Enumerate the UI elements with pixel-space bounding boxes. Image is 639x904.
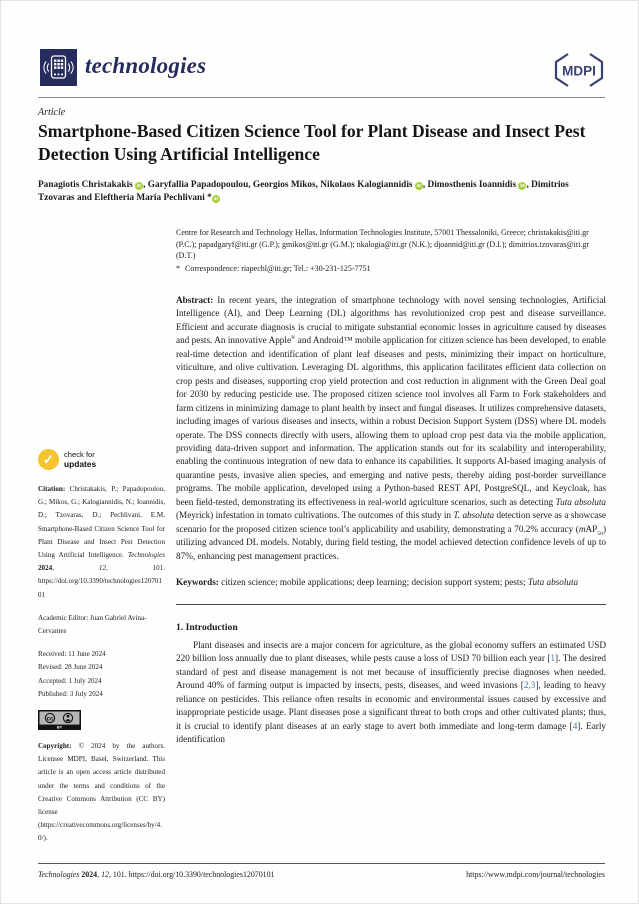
- text-segment: ™: [343, 335, 353, 346]
- date-published: Published: 3 July 2024: [38, 689, 103, 698]
- page-title: Smartphone-Based Citizen Science Tool for Plant Disease and Insect Pest Detection Using Artificial Intelligence: [38, 121, 586, 164]
- text-segment: citizen science; mobile applications; deep learning; decision support system; pests;: [221, 577, 528, 588]
- text-segment: Keywords:: [176, 577, 222, 588]
- footer-citation: [38, 870, 275, 879]
- abstract-paragraph: [176, 294, 606, 563]
- section-divider: [176, 604, 606, 605]
- reference-link[interactable]: 2,3: [523, 680, 536, 691]
- text-segment: , 101. https://doi.org/10.3390/technologies12070101: [38, 564, 165, 599]
- cc-letters: cc: [46, 716, 54, 723]
- text-segment: ®: [291, 335, 296, 342]
- correspondence-asterisk: *: [176, 263, 180, 273]
- text-segment: mobile application for citizen science has been developed, to enable real-time detection and identification of plant leaf diseases and pests, minimizing their impact on horticulture, viticulture, and olive cultivation. Leveraging DL algorithms, this application facilitates efficient data collection on crop pests and diseases, supporting crop yield protection and cost reduction in alignment with the Green Deal goal for 2030 by reducing pesticide use. The proposed citizen science tool involves all Farm to Fork stakeholders and farm citizens in minimizing damage to plant health by insect and fungal diseases. It utilizes comprehensive datasets, including images of various diseases and insects, within a robust Decision Support System (DSS) where DL models operate. The DSS connects directly with users, allowing them to upload crop pest data via the mobile application, providing data-driven support and information. The application stands out for its scalability and interoperability, enabling the continuous integration of new data to enhance its capabilities. It supports AI-based imaging analysis of quarantine pests, invasive alien species, and emerging and native pests, thereby aiding post-border surveillance programs. The mobile application, developed using a Python-based REST API, PostgreSQL, and Keycloak, has been field-tested, demonstrating its effectiveness in real-world agriculture scenarios, such as detecting: [176, 335, 606, 507]
- orcid-icon[interactable]: iD: [416, 183, 422, 188]
- text-segment: In recent years, the integration of smartphone technology with novel sensing technologies, Artificial Intelligence (AI), and Deep Learning (DL) algorithms has revolutionized crop pest and disease surveillance. Efficient and accurate diagnosis is crucial to mitigate substantial economic losses in agriculture caused by diseases and pests. An innovative Apple: [176, 295, 606, 346]
- text-segment: ,: [52, 564, 99, 573]
- introduction-paragraph: [176, 639, 606, 747]
- text-segment: AP: [585, 523, 598, 534]
- correspondence-text: Correspondence: riapechl@iti.gr; Tel.: +30-231-125-7751: [185, 263, 371, 273]
- affiliation-block: [176, 227, 606, 274]
- orcid-icon[interactable]: iD: [213, 196, 219, 201]
- date-accepted: Accepted: 1 July 2024: [38, 676, 102, 685]
- text-segment: Plant diseases and insects are a major concern for agriculture, as the global economy suffers an estimated USD 220 billion loss annually due to plant diseases, while pests cause a loss of USD 70 billion each year [: [176, 639, 606, 664]
- text-segment: 50: [597, 530, 603, 537]
- main-column: [176, 294, 606, 747]
- text-segment: , Dimosthenis Ioannidis: [422, 180, 519, 190]
- reference-link[interactable]: 1: [550, 653, 556, 664]
- text-segment: Tuta absoluta: [527, 577, 579, 588]
- text-segment: 12: [101, 870, 109, 879]
- journal-name: technologies: [85, 53, 207, 78]
- text-segment: m: [578, 523, 586, 534]
- text-segment: Panagiotis Christakakis: [38, 180, 136, 190]
- reference-link[interactable]: 4: [572, 720, 578, 731]
- correspondence-line: [176, 263, 606, 275]
- text-segment: Christakakis, P.; Papadopoulou, G.; Mikos, G.; Kalogiannidis, N.; Ioannidis, D.; Tzovaras, D.; Pechlivani, E.M. Smartphone-Based Citizen Science Tool for Plant Disease and Insect Pest Detection Using Artificial Intelligence.: [38, 485, 165, 560]
- text-segment: , Garyfallia Papadopoulou, Georgios Mikos, Nikolaos Kalogiannidis: [143, 180, 415, 190]
- text-segment: detection serve as a showcase scenario for the proposed citizen science tool’s applicability and usability, demonstrating a 70.2% accuracy (: [176, 510, 607, 534]
- academic-editor: Academic Editor: Juan Gabriel Avina-Cervantes: [38, 613, 147, 636]
- citation-text: [38, 483, 165, 602]
- text-segment: © 2024 by the authors. Licensee MDPI, Basel, Switzerland. This article is an open access article distributed under the terms and conditions of the Creative Commons Attribution (CC BY) license (https://creativecommons.org/licenses/by/4.0/).: [38, 742, 165, 843]
- text-segment: 2024: [38, 564, 53, 573]
- date-received: Received: 11 June 2024: [38, 650, 106, 659]
- text-segment: Abstract:: [176, 295, 218, 305]
- sidebar: [38, 449, 165, 846]
- text-segment: ], leading to heavy reliance on pesticides. This reliance often results in economic and environmental issues caused by excessive and inappropriate pesticide usage. Plant diseases pose a significant threat to both crops and other cultivated plants; thus, it is crucial to identify plant diseases at an early stage to avert both immediate and long-term damage [: [176, 680, 606, 731]
- orcid-icon[interactable]: iD: [520, 183, 525, 188]
- check-for-updates-badge[interactable]: [38, 449, 165, 470]
- footer-journal-url: https://www.mdpi.com/journal/technologies: [466, 870, 605, 879]
- check-icon: ✓: [38, 449, 59, 470]
- text-segment: T. absoluta: [453, 510, 495, 521]
- cc-by-license-badge[interactable]: [38, 710, 165, 735]
- authors-line: [38, 179, 598, 205]
- text-segment: ]. Early identification: [176, 720, 606, 745]
- text-segment: , 101. https://doi.org/10.3390/technologies12070101: [108, 870, 275, 879]
- text-segment: Copyright:: [38, 742, 79, 751]
- text-segment: ) utilizing advanced DL models. Notably, during field testing, the model achieved detection confidence levels of up to 87%, enhancing pest management practices.: [176, 523, 606, 561]
- text-segment: 2024: [81, 870, 98, 879]
- text-segment: Technologies: [127, 551, 165, 560]
- copyright-text: [38, 740, 165, 846]
- affiliation-address: Centre for Research and Technology Hellas, Information Technologies Institute, 57001 Thessaloniki, Greece; christakakis@iti.gr (P.C.); papadgaryf@iti.gr (G.P.); gmikos@iti.gr (G.M.); nkalogia@iti.gr (N.K.); djoannid@iti.gr (D.I.); dimitrios.tzovaras@iti.gr (D.T.): [176, 228, 589, 261]
- person-icon: [67, 715, 70, 718]
- text-segment: 12: [98, 564, 106, 573]
- text-segment: Citation:: [38, 485, 70, 493]
- text-segment: Tuta absoluta: [555, 496, 606, 507]
- smart-device-icon: [40, 49, 77, 86]
- header-divider: [38, 97, 605, 98]
- article-type-label: Article: [38, 107, 66, 118]
- text-segment: , Dimitrios Tzovaras and Eleftheria Maria Pechlivani *: [38, 180, 569, 203]
- date-revised: Revised: 28 June 2024: [38, 663, 103, 672]
- orcid-icon[interactable]: iD: [136, 183, 142, 188]
- text-segment: ]. The desired standard of pest and disease management is not met because of insufficiently precise diagnoses when needed. Around 40% of farming output is impacted by insects, pests, diseases, and weed invasions [: [176, 653, 606, 691]
- mdpi-logo: [551, 52, 607, 88]
- check-updates-label: check for updates: [64, 450, 97, 469]
- text-segment: ,: [97, 870, 102, 879]
- mdpi-logo-text: MDPI: [562, 63, 596, 79]
- keywords-line: [176, 576, 606, 589]
- footer-divider: [38, 863, 605, 864]
- history-dates: [38, 648, 165, 701]
- text-segment: Technologies: [38, 870, 82, 879]
- introduction-heading: 1. Introduction: [176, 621, 238, 633]
- journal-logo: [40, 49, 77, 86]
- by-label: BY: [56, 725, 63, 730]
- text-segment: (Meyrick) infestation in tomato cultivations. The outcomes of this study in: [176, 510, 454, 521]
- text-segment: and Android: [295, 335, 344, 346]
